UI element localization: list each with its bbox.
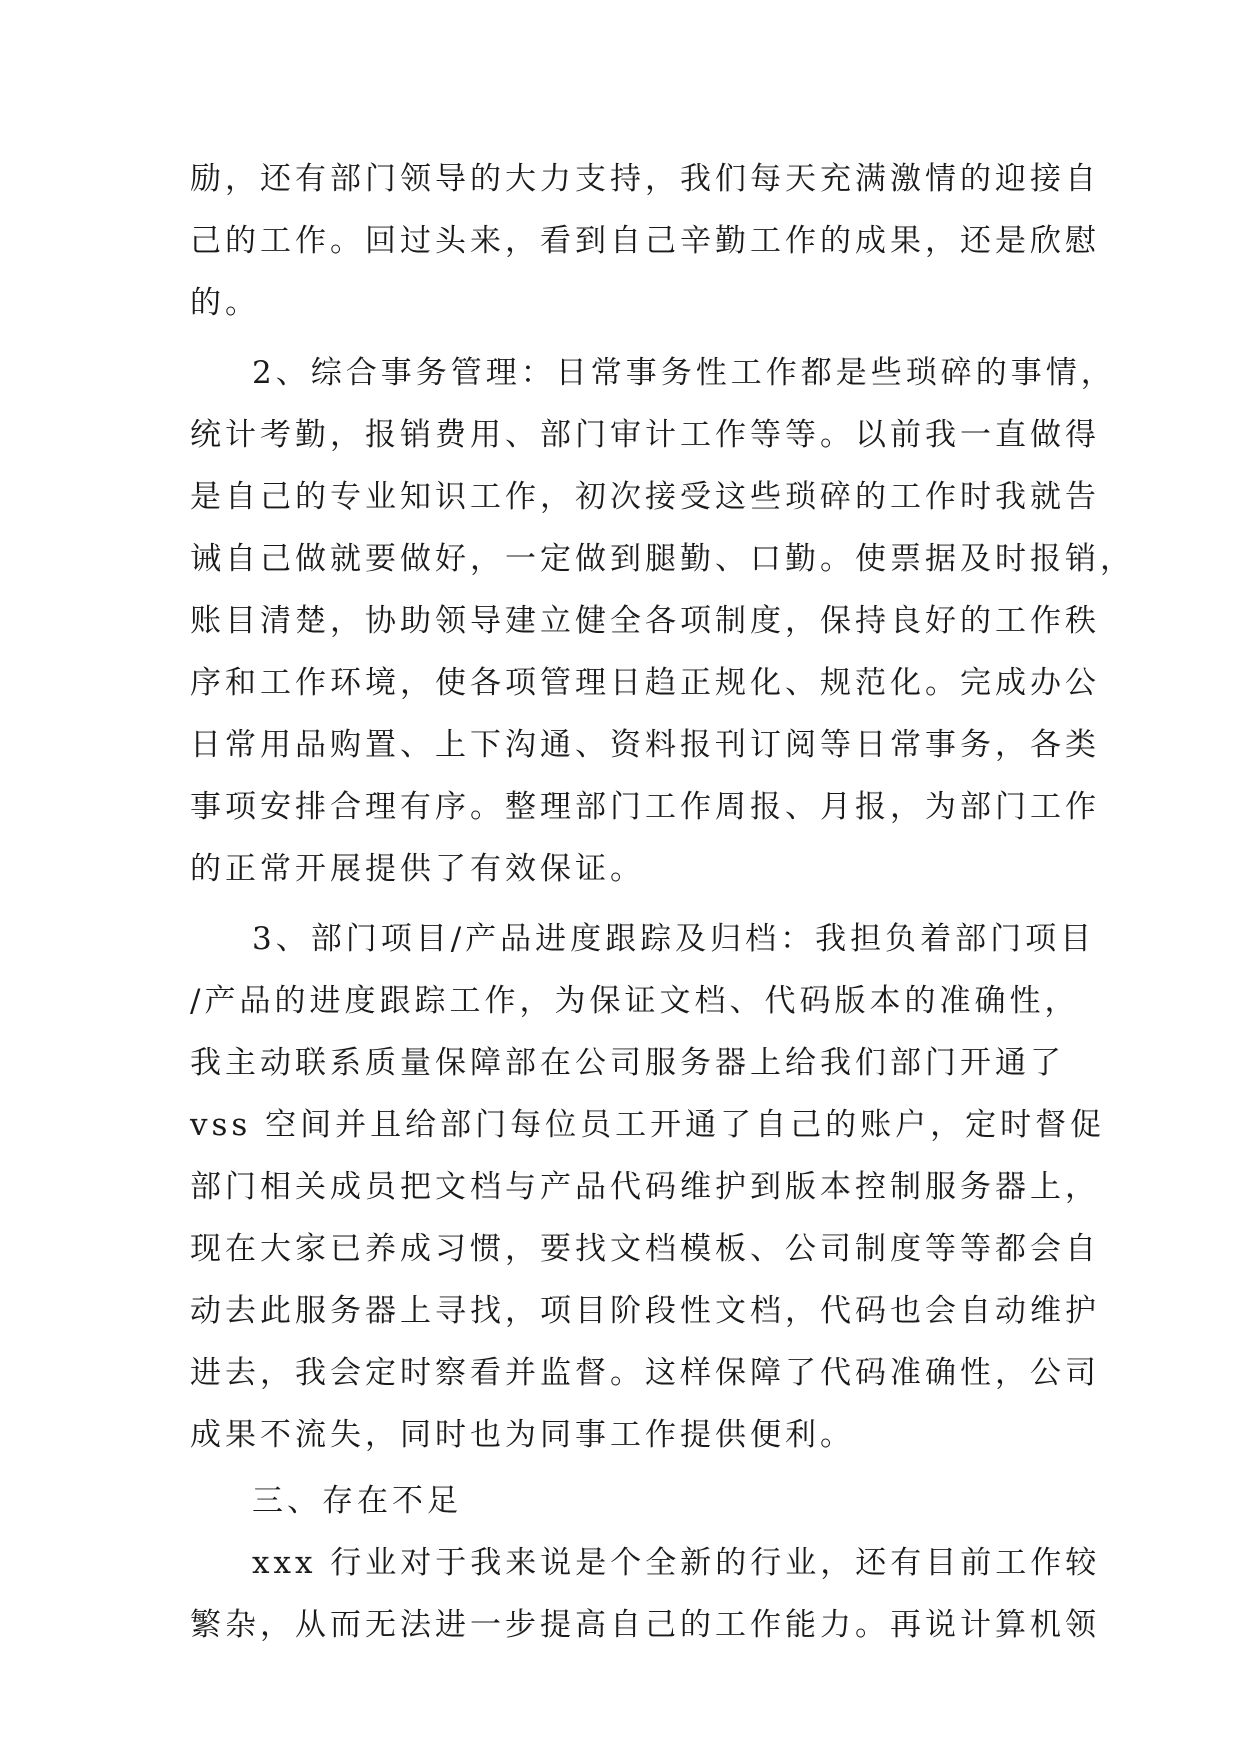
text-line: 励，还有部门领导的大力支持，我们每天充满激情的迎接自 bbox=[190, 161, 1100, 197]
text-line: vss 空间并且给部门每位员工开通了自己的账户，定时督促 bbox=[190, 1107, 1106, 1143]
text-line: 的。 bbox=[190, 285, 260, 321]
text-line: 账目清楚，协助领导建立健全各项制度，保持良好的工作秩 bbox=[190, 603, 1100, 639]
text-line: 的正常开展提供了有效保证。 bbox=[190, 851, 645, 887]
text-line: /产品的进度跟踪工作，为保证文档、代码版本的准确性， bbox=[190, 983, 1080, 1019]
paragraph-general-affairs bbox=[190, 342, 1135, 900]
text-line: 成果不流失，同时也为同事工作提供便利。 bbox=[190, 1417, 855, 1453]
text-line: 部门相关成员把文档与产品代码维护到版本控制服务器上， bbox=[190, 1169, 1100, 1205]
text-line: 日常用品购置、上下沟通、资料报刊订阅等日常事务，各类 bbox=[190, 727, 1100, 763]
text-line: 动去此服务器上寻找，项目阶段性文档，代码也会自动维护 bbox=[190, 1293, 1100, 1329]
text-line: 进去，我会定时察看并监督。这样保障了代码准确性，公司 bbox=[190, 1355, 1100, 1391]
text-line: 3、部门项目/产品进度跟踪及归档：我担负着部门项目 bbox=[252, 921, 1096, 957]
paragraph-continued bbox=[190, 148, 1100, 334]
document-body bbox=[190, 148, 1135, 1656]
text-line: 事项安排合理有序。整理部门工作周报、月报，为部门工作 bbox=[190, 789, 1100, 825]
text-line: 己的工作。回过头来，看到自己辛勤工作的成果，还是欣慰 bbox=[190, 223, 1100, 259]
text-line: 序和工作环境，使各项管理日趋正规化、规范化。完成办公 bbox=[190, 665, 1100, 701]
text-line: 现在大家已养成习惯，要找文档模板、公司制度等等都会自 bbox=[190, 1231, 1100, 1267]
text-line: 2、综合事务管理：日常事务性工作都是些琐碎的事情， bbox=[252, 355, 1116, 391]
text-line: xxx 行业对于我来说是个全新的行业，还有目前工作较 bbox=[252, 1545, 1101, 1581]
text-line: 是自己的专业知识工作，初次接受这些琐碎的工作时我就告 bbox=[190, 479, 1100, 515]
text-line: 统计考勤，报销费用、部门审计工作等等。以前我一直做得 bbox=[190, 417, 1100, 453]
text-line: 我主动联系质量保障部在公司服务器上给我们部门开通了 bbox=[190, 1045, 1065, 1081]
text-line: 诫自己做就要做好，一定做到腿勤、口勤。使票据及时报销， bbox=[190, 541, 1135, 577]
paragraph-shortcomings bbox=[190, 1532, 1101, 1656]
section-heading: 三、存在不足 bbox=[252, 1483, 462, 1519]
text-line: 繁杂，从而无法进一步提高自己的工作能力。再说计算机领 bbox=[190, 1607, 1100, 1643]
paragraph-project-tracking bbox=[190, 908, 1106, 1466]
